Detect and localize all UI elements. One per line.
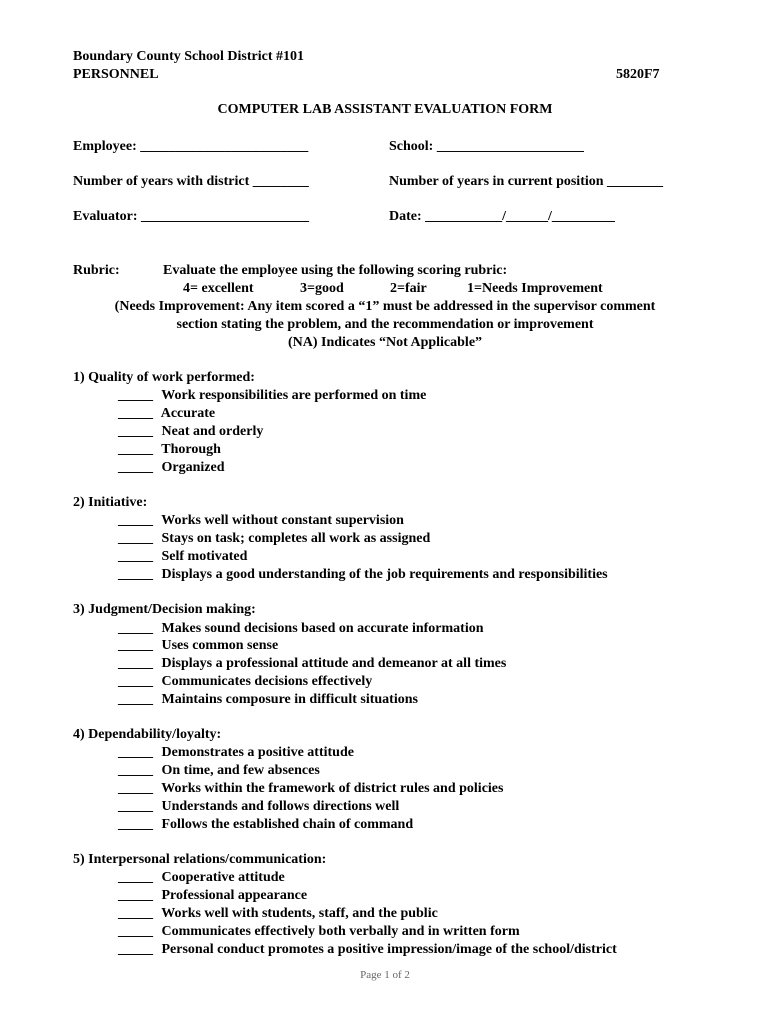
score-blank[interactable]: _____ xyxy=(118,674,153,689)
rubric-note-line3: (NA) Indicates “Not Applicable” xyxy=(287,335,483,350)
list-item xyxy=(118,673,372,691)
score-blank[interactable]: _____ xyxy=(118,799,153,814)
rubric-scale-1: 1=Needs Improvement xyxy=(467,281,603,296)
score-blank[interactable]: _____ xyxy=(118,513,153,528)
item-label: Organized xyxy=(161,460,225,475)
list-item xyxy=(118,744,354,762)
item-label: Follows the established chain of command xyxy=(161,817,414,832)
item-label: Works well with students, staff, and the public xyxy=(161,906,438,921)
item-label: Works well without constant supervision xyxy=(161,513,404,528)
list-item xyxy=(118,405,215,423)
list-item xyxy=(118,441,221,459)
rubric-note-line1: (Needs Improvement: Any item scored a “1” must be addressed in the supervisor comment xyxy=(114,299,656,314)
list-item xyxy=(118,905,438,923)
list-item xyxy=(118,887,307,905)
item-label: Makes sound decisions based on accurate information xyxy=(161,621,484,636)
rubric-scale-4: 4= excellent xyxy=(183,281,254,296)
item-label: Works within the framework of district rules and policies xyxy=(161,781,504,796)
list-item xyxy=(118,620,484,638)
school-field[interactable]: School: _____________________ xyxy=(389,139,584,154)
rubric-note-line2: section stating the problem, and the recommendation or improvement xyxy=(176,317,594,332)
score-blank[interactable]: _____ xyxy=(118,942,153,957)
list-item xyxy=(118,423,263,441)
item-label: On time, and few absences xyxy=(161,763,320,778)
list-item xyxy=(118,637,278,655)
item-label: Uses common sense xyxy=(161,638,279,653)
score-blank[interactable]: _____ xyxy=(118,424,153,439)
score-blank[interactable]: _____ xyxy=(118,656,153,671)
section-heading: 2) Initiative: xyxy=(73,495,148,510)
score-blank[interactable]: _____ xyxy=(118,442,153,457)
item-label: Professional appearance xyxy=(161,888,308,903)
score-blank[interactable]: _____ xyxy=(118,638,153,653)
item-label: Accurate xyxy=(160,406,216,421)
score-blank[interactable]: _____ xyxy=(118,692,153,707)
form-code: 5820F7 xyxy=(616,67,660,82)
section-heading: 4) Dependability/loyalty: xyxy=(73,727,222,742)
score-blank[interactable]: _____ xyxy=(118,888,153,903)
score-blank[interactable]: _____ xyxy=(118,567,153,582)
department-label: PERSONNEL xyxy=(73,67,159,82)
section-heading: 3) Judgment/Decision making: xyxy=(73,602,256,617)
section-heading: 5) Interpersonal relations/communication: xyxy=(73,852,327,867)
item-label: Maintains composure in difficult situations xyxy=(161,692,418,707)
list-item xyxy=(118,459,225,477)
rubric-scale-3: 3=good xyxy=(300,281,344,296)
rubric-scale-2: 2=fair xyxy=(390,281,427,296)
list-item xyxy=(118,798,399,816)
score-blank[interactable]: _____ xyxy=(118,817,153,832)
item-label: Thorough xyxy=(161,442,221,457)
item-label: Personal conduct promotes a positive impression/image of the school/district xyxy=(161,942,617,957)
score-blank[interactable]: _____ xyxy=(118,621,153,636)
item-label: Neat and orderly xyxy=(161,424,264,439)
score-blank[interactable]: _____ xyxy=(118,781,153,796)
years-position-field[interactable]: Number of years in current position ________ xyxy=(389,174,664,189)
years-district-field[interactable]: Number of years with district ________ xyxy=(73,174,309,189)
list-item xyxy=(118,387,426,405)
evaluator-field[interactable]: Evaluator: ________________________ xyxy=(73,209,310,224)
date-field[interactable]: Date: ___________/______/_________ xyxy=(389,209,615,224)
rubric-label: Rubric: xyxy=(73,263,120,278)
district-name: Boundary County School District #101 xyxy=(73,49,305,64)
item-label: Self motivated xyxy=(161,549,248,564)
list-item xyxy=(118,923,520,941)
item-label: Displays a professional attitude and demeanor at all times xyxy=(161,656,507,671)
list-item xyxy=(118,530,430,548)
item-label: Displays a good understanding of the job requirements and responsibilities xyxy=(161,567,608,582)
list-item xyxy=(118,869,285,887)
rubric-instruction: Evaluate the employee using the following scoring rubric: xyxy=(163,263,508,278)
list-item xyxy=(118,780,503,798)
score-blank[interactable]: _____ xyxy=(118,531,153,546)
section-heading: 1) Quality of work performed: xyxy=(73,370,255,385)
score-blank[interactable]: _____ xyxy=(118,460,153,475)
item-label: Demonstrates a positive attitude xyxy=(161,745,354,760)
item-label: Understands and follows directions well xyxy=(161,799,400,814)
list-item xyxy=(118,762,320,780)
list-item xyxy=(118,691,418,709)
item-label: Stays on task; completes all work as assigned xyxy=(161,531,431,546)
employee-field[interactable]: Employee: ________________________ xyxy=(73,139,309,154)
list-item xyxy=(118,655,506,673)
item-label: Cooperative attitude xyxy=(161,870,285,885)
list-item xyxy=(118,566,608,584)
item-label: Work responsibilities are performed on time xyxy=(161,388,427,403)
item-label: Communicates effectively both verbally and in written form xyxy=(161,924,520,939)
score-blank[interactable]: _____ xyxy=(118,406,153,421)
score-blank[interactable]: _____ xyxy=(118,745,153,760)
list-item xyxy=(118,548,247,566)
score-blank[interactable]: _____ xyxy=(118,763,153,778)
score-blank[interactable]: _____ xyxy=(118,870,153,885)
list-item xyxy=(118,512,404,530)
list-item xyxy=(118,941,617,959)
score-blank[interactable]: _____ xyxy=(118,388,153,403)
score-blank[interactable]: _____ xyxy=(118,924,153,939)
item-label: Communicates decisions effectively xyxy=(161,674,373,689)
page-number: Page 1 of 2 xyxy=(360,969,410,981)
score-blank[interactable]: _____ xyxy=(118,906,153,921)
list-item xyxy=(118,816,413,834)
score-blank[interactable]: _____ xyxy=(118,549,153,564)
form-title: COMPUTER LAB ASSISTANT EVALUATION FORM xyxy=(217,102,553,117)
